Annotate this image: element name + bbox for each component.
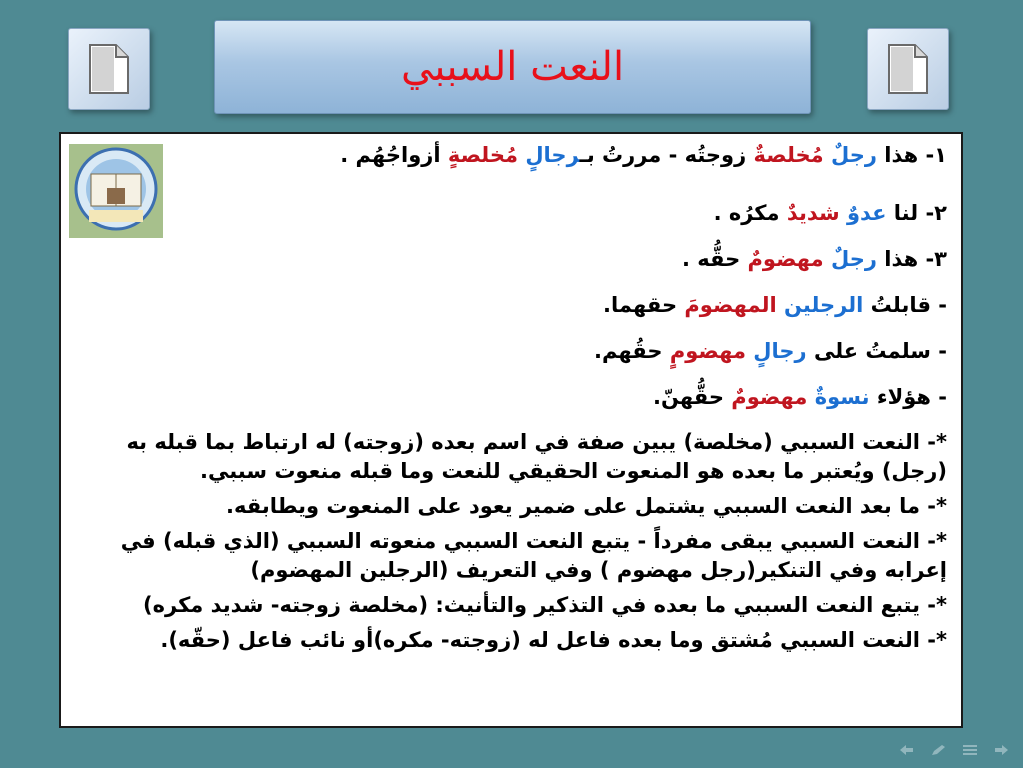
forward-arrow-icon[interactable]: [994, 741, 1010, 753]
content-box: [59, 132, 963, 728]
note-4: *- يتبع النعت السببي ما بعده في التذكير والتأنيث: (مخلصة زوجته- شديد مكره): [143, 593, 947, 617]
back-arrow-icon[interactable]: [898, 741, 914, 753]
slide-title: النعت السببي: [400, 44, 625, 90]
slide-body: [75, 142, 947, 655]
example-line-5: - سلمتُ على رجالٍ مهضومٍ حقُهم.: [593, 339, 947, 363]
slideshow-controls: [898, 738, 1016, 756]
document-icon: [887, 43, 929, 95]
example-line-4: - قابلتُ الرجلين المهضومَ حقهما.: [603, 293, 947, 317]
note-2: *- ما بعد النعت السببي يشتمل على ضمير يعود على المنعوت ويطابقه.: [226, 494, 947, 518]
example-line-6: - هؤلاء نسوةٌ مهضومٌ حقُّهنّ.: [652, 385, 947, 409]
document-icon: [88, 43, 130, 95]
slide-title-bar: [214, 20, 811, 114]
pen-icon[interactable]: [930, 741, 946, 753]
example-line-1: ١- هذا رجلٌ مُخلصةٌ زوجتُه - مررتُ بـرجالٍ مُخلصةٍ أزواجُهُم .: [340, 143, 947, 167]
prev-slide-button[interactable]: [68, 28, 150, 110]
note-1: *- النعت السببي (مخلصة) يبين صفة في اسم بعده (زوجته) له ارتباط بما قبله به (رجل) ويُعتبر ما بعده هو المنعوت الحقيقي للنعت وما قبله منعوت سببي.: [126, 430, 947, 483]
note-3: *- النعت السببي يبقى مفرداً - يتبع النعت السببي منعوته السببي (الذي قبله) في إعرابه وفي التنكير(رجل مهضوم ) وفي التعريف (الرجلين المهضوم): [120, 529, 947, 582]
example-line-3: ٣- هذا رجلٌ مهضومٌ حقُّه .: [681, 247, 947, 271]
note-5: *- النعت السببي مُشتق وما بعده فاعل له (زوجته- مكره)أو نائب فاعل (حقّه).: [160, 628, 947, 652]
menu-icon[interactable]: [962, 741, 978, 753]
example-line-2: ٢- لنا عدوٌ شديدٌ مكرُه .: [713, 201, 947, 225]
next-slide-button[interactable]: [867, 28, 949, 110]
